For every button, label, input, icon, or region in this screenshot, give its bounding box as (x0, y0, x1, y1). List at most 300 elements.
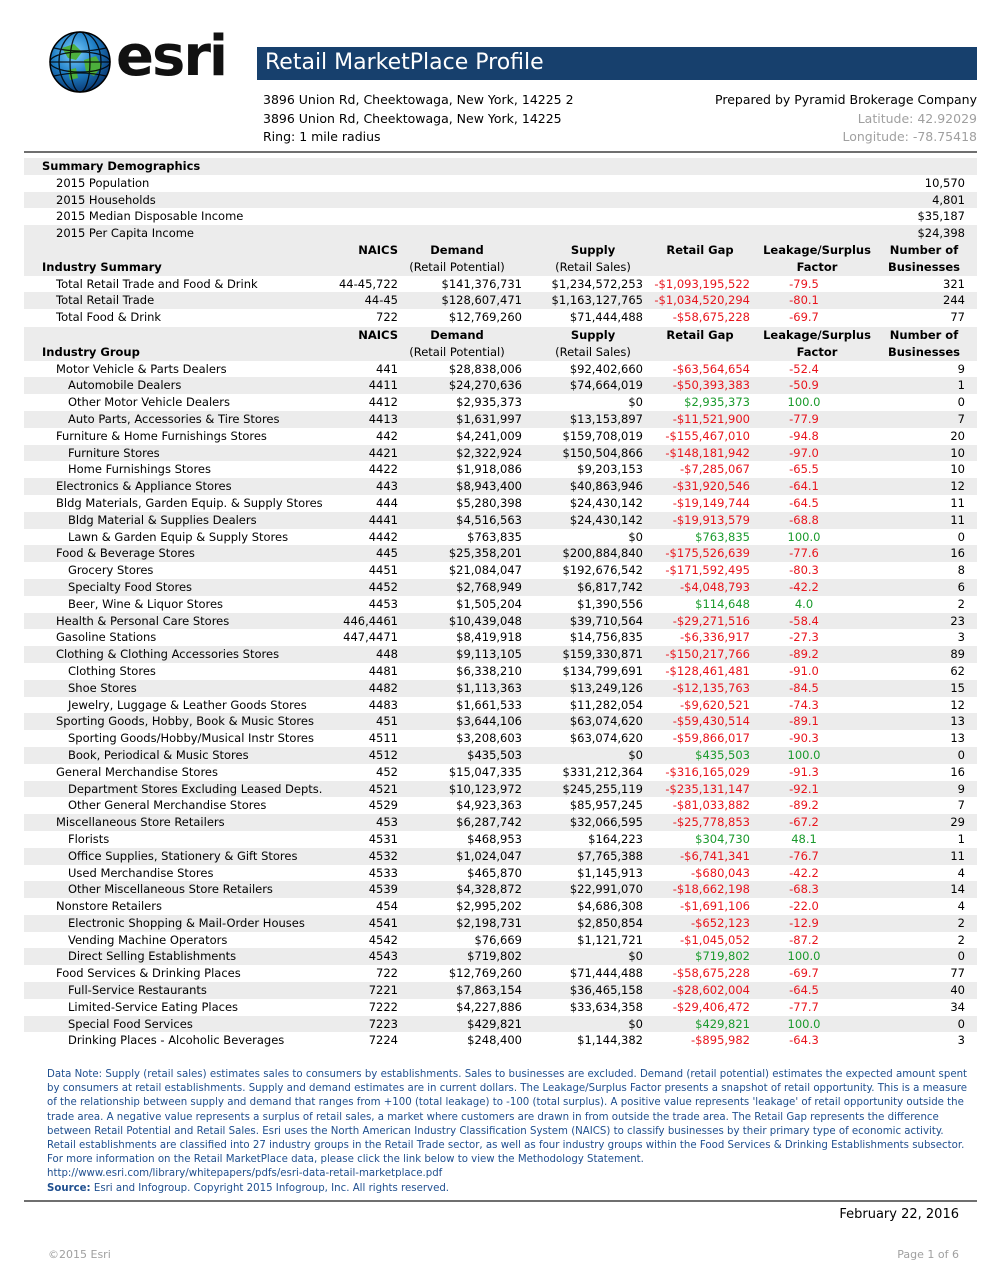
naics-cell: 722 (376, 966, 398, 981)
supply-cell: $192,676,542 (562, 563, 643, 578)
demand-cell: $429,821 (467, 1016, 522, 1031)
naics-cell: 4453 (368, 596, 398, 611)
supply-cell: $164,223 (588, 831, 643, 846)
supply-cell: $33,634,358 (569, 999, 643, 1014)
leakage-factor-cell: -97.0 (789, 445, 819, 460)
table-row (24, 881, 977, 898)
table-row (24, 965, 977, 982)
row-label: Furniture & Home Furnishings Stores (56, 428, 267, 443)
naics-cell: 4413 (368, 411, 398, 426)
nb-header-label: Number of (889, 243, 959, 257)
naics-cell: 4483 (368, 697, 398, 712)
table-row (24, 898, 977, 915)
businesses-cell: 3 (957, 630, 965, 645)
row-label: General Merchandise Stores (56, 764, 218, 779)
naics-cell: 4422 (368, 462, 398, 477)
retail-gap-cell: -$59,866,017 (672, 731, 750, 746)
supply-header (533, 242, 653, 276)
naics-cell: 4539 (368, 882, 398, 897)
supply-cell: $0 (628, 747, 643, 762)
demographic-row (24, 192, 977, 209)
nb-header-sub: Businesses (887, 259, 961, 274)
supply-cell: $92,402,660 (569, 361, 643, 376)
methodology-link[interactable]: http://www.esri.com/library/whitepapers/pdfs/esri-data-retail-marketplace.pdf (47, 1168, 443, 1180)
demographic-value: $24,398 (917, 226, 965, 241)
retail-gap-cell: -$6,741,341 (680, 848, 750, 863)
naics-cell: 4543 (368, 949, 398, 964)
retail-gap-cell: -$171,592,495 (665, 563, 750, 578)
businesses-cell: 13 (950, 731, 965, 746)
businesses-cell: 0 (957, 1016, 965, 1031)
leakage-factor-cell: -69.7 (789, 310, 819, 325)
naics-cell: 444 (376, 495, 398, 510)
leakage-factor-cell: 100.0 (787, 747, 821, 762)
table-row (24, 545, 977, 562)
naics-cell: 4412 (368, 395, 398, 410)
supply-header-sub: (Retail Sales) (555, 344, 631, 359)
source-text: Esri and Infogroup. Copyright 2015 Infogroup, Inc. All rights reserved. (90, 1183, 450, 1194)
retail-gap-cell: -$12,135,763 (672, 680, 750, 695)
businesses-cell: 77 (950, 310, 965, 325)
demand-cell: $719,802 (467, 949, 522, 964)
leakage-factor-cell: -50.9 (789, 378, 819, 393)
demographics-heading: Summary Demographics (42, 159, 201, 173)
demand-cell: $1,918,086 (456, 462, 522, 477)
demand-cell: $6,338,210 (456, 663, 522, 678)
naics-cell: 4533 (368, 865, 398, 880)
table-row (24, 697, 977, 714)
leakage-factor-cell: -27.3 (789, 630, 819, 645)
businesses-cell: 12 (950, 697, 965, 712)
supply-cell: $13,249,126 (569, 680, 643, 695)
retail-gap-cell: $429,821 (695, 1016, 750, 1031)
table-row (24, 948, 977, 965)
retail-gap-cell: -$1,691,106 (680, 899, 750, 914)
naics-cell: 4411 (368, 378, 398, 393)
naics-cell: 4441 (368, 512, 398, 527)
leakage-factor-cell: -22.0 (789, 899, 819, 914)
retail-gap-cell: -$19,913,579 (672, 512, 750, 527)
demographic-row (24, 225, 977, 242)
table-row (24, 562, 977, 579)
retail-gap-cell: -$9,620,521 (680, 697, 750, 712)
supply-cell: $36,465,158 (569, 983, 643, 998)
retail-gap-cell: -$59,430,514 (672, 714, 750, 729)
supply-cell: $1,144,382 (577, 1033, 643, 1048)
businesses-cell: 77 (950, 966, 965, 981)
demand-cell: $5,280,398 (456, 495, 522, 510)
leakage-factor-cell: -69.7 (789, 966, 819, 981)
table-row (24, 680, 977, 697)
address-line-2: 3896 Union Rd, Cheektowaga, New York, 14225 (263, 111, 562, 126)
businesses-cell: 2 (957, 915, 965, 930)
supply-cell: $24,430,142 (569, 495, 643, 510)
naics-cell: 4482 (368, 680, 398, 695)
supply-cell: $24,430,142 (569, 512, 643, 527)
table-row (24, 445, 977, 462)
demand-cell: $6,287,742 (456, 815, 522, 830)
leakage-factor-cell: -91.0 (789, 663, 819, 678)
supply-cell: $1,145,913 (577, 865, 643, 880)
demand-cell: $24,270,636 (448, 378, 522, 393)
naics-cell: 448 (376, 647, 398, 662)
retail-gap-cell: -$25,778,853 (672, 815, 750, 830)
row-label: Motor Vehicle & Parts Dealers (56, 361, 227, 376)
retail-gap-cell: -$4,048,793 (680, 579, 750, 594)
source-label: Source: (47, 1183, 91, 1194)
demand-cell: $1,024,047 (456, 848, 522, 863)
naics-cell: 4541 (368, 915, 398, 930)
table-row (24, 1032, 977, 1049)
businesses-cell: 10 (950, 445, 965, 460)
demand-cell: $763,835 (467, 529, 522, 544)
leakage-factor-cell: 100.0 (787, 1016, 821, 1031)
demand-cell: $4,227,886 (456, 999, 522, 1014)
table-row (24, 428, 977, 445)
naics-cell: 454 (376, 899, 398, 914)
businesses-cell: 4 (957, 865, 965, 880)
row-label: Specialty Food Stores (68, 579, 193, 594)
row-label: Furniture Stores (68, 445, 160, 460)
naics-cell: 446,4461 (343, 613, 398, 628)
row-label: Automobile Dealers (68, 378, 182, 393)
retail-gap-cell: $719,802 (695, 949, 750, 964)
demographic-value: 10,570 (924, 175, 965, 190)
retail-gap-cell: -$28,602,004 (672, 983, 750, 998)
naics-cell: 452 (376, 764, 398, 779)
supply-cell: $32,066,595 (569, 815, 643, 830)
demand-cell: $1,505,204 (456, 596, 522, 611)
demand-cell: $4,241,009 (456, 428, 522, 443)
longitude: Longitude: -78.75418 (842, 129, 977, 144)
demand-cell: $435,503 (467, 747, 522, 762)
demand-cell: $8,419,918 (456, 630, 522, 645)
retail-gap-cell: -$29,406,472 (672, 999, 750, 1014)
row-label: Sporting Goods, Hobby, Book & Music Stores (56, 714, 314, 729)
businesses-cell: 0 (957, 529, 965, 544)
naics-cell: 4542 (368, 932, 398, 947)
table-row (24, 814, 977, 831)
industry-group-header (24, 327, 977, 361)
businesses-cell: 0 (957, 747, 965, 762)
naics-cell: 4442 (368, 529, 398, 544)
table-row (24, 915, 977, 932)
footer-divider (24, 1200, 977, 1202)
naics-cell: 447,4471 (343, 630, 398, 645)
lf-header-sub: Factor (796, 259, 838, 274)
gap-header: Retail Gap (666, 243, 734, 257)
naics-cell: 7222 (368, 999, 398, 1014)
retail-gap-cell: -$148,181,942 (665, 445, 750, 460)
page-title: Retail MarketPlace Profile (265, 50, 544, 75)
row-label: Gasoline Stations (56, 630, 157, 645)
businesses-cell: 2 (957, 596, 965, 611)
table-row (24, 663, 977, 680)
table-row (24, 629, 977, 646)
naics-cell: 4532 (368, 848, 398, 863)
businesses-cell: 11 (950, 848, 965, 863)
table-row (24, 461, 977, 478)
demand-cell: $2,768,949 (456, 579, 522, 594)
table-row (24, 478, 977, 495)
businesses-cell: 13 (950, 714, 965, 729)
supply-cell: $7,765,388 (577, 848, 643, 863)
demand-header (392, 242, 522, 276)
businesses-cell: 62 (950, 663, 965, 678)
supply-header (533, 327, 653, 361)
industry-summary-table (24, 242, 977, 326)
demand-cell: $15,047,335 (448, 764, 522, 779)
naics-cell: 722 (376, 310, 398, 325)
businesses-cell: 11 (950, 495, 965, 510)
supply-cell: $63,074,620 (569, 714, 643, 729)
leakage-factor-cell: -76.7 (789, 848, 819, 863)
table-row (24, 781, 977, 798)
naics-cell: 7221 (368, 983, 398, 998)
naics-cell: 44-45 (364, 293, 398, 308)
businesses-cell: 4 (957, 899, 965, 914)
leakage-factor-cell: -90.3 (789, 731, 819, 746)
demand-cell: $9,113,105 (456, 647, 522, 662)
supply-cell: $0 (628, 1016, 643, 1031)
leakage-factor-cell: -91.3 (789, 764, 819, 779)
businesses-cell: 16 (950, 764, 965, 779)
leakage-factor-cell: -12.9 (789, 915, 819, 930)
leakage-factor-cell: 48.1 (791, 831, 817, 846)
row-label: Beer, Wine & Liquor Stores (68, 596, 224, 611)
naics-cell: 443 (376, 479, 398, 494)
supply-cell: $1,163,127,765 (551, 293, 643, 308)
table-row (24, 730, 977, 747)
demand-cell: $248,400 (467, 1033, 522, 1048)
businesses-cell: 1 (957, 378, 965, 393)
businesses-cell: 14 (950, 882, 965, 897)
supply-cell: $1,390,556 (577, 596, 643, 611)
businesses-cell: 7 (957, 411, 965, 426)
naics-cell: 4529 (368, 798, 398, 813)
demographic-label: 2015 Median Disposable Income (56, 209, 244, 224)
table-row (24, 932, 977, 949)
demand-header-sub: (Retail Potential) (409, 344, 505, 359)
demand-cell: $4,328,872 (456, 882, 522, 897)
row-label: Vending Machine Operators (68, 932, 228, 947)
businesses-cell: 11 (950, 512, 965, 527)
demand-header-label: Demand (430, 243, 484, 257)
supply-cell: $9,203,153 (577, 462, 643, 477)
supply-cell: $200,884,840 (562, 546, 643, 561)
supply-cell: $159,330,871 (562, 647, 643, 662)
gap-header: Retail Gap (666, 328, 734, 342)
supply-cell: $134,799,691 (562, 663, 643, 678)
demand-cell: $141,376,731 (441, 276, 522, 291)
businesses-cell: 3 (957, 1033, 965, 1048)
table-row (24, 797, 977, 814)
retail-gap-cell: -$895,982 (690, 1033, 750, 1048)
row-label: Bldg Materials, Garden Equip. & Supply Stores (56, 495, 323, 510)
row-label: Electronic Shopping & Mail-Order Houses (68, 915, 305, 930)
demand-cell: $28,838,006 (448, 361, 522, 376)
demand-cell: $2,322,924 (456, 445, 522, 460)
row-label: Total Retail Trade (56, 293, 155, 308)
supply-cell: $85,957,245 (569, 798, 643, 813)
naics-cell: 4481 (368, 663, 398, 678)
naics-cell: 7224 (368, 1033, 398, 1048)
supply-cell: $6,817,742 (577, 579, 643, 594)
table-row (24, 579, 977, 596)
leakage-factor-cell: -64.3 (789, 1033, 819, 1048)
retail-gap-cell: $435,503 (695, 747, 750, 762)
supply-cell: $331,212,364 (562, 764, 643, 779)
row-label: Bldg Material & Supplies Dealers (68, 512, 257, 527)
leakage-factor-cell: -89.2 (789, 647, 819, 662)
retail-gap-cell: -$1,093,195,522 (654, 276, 750, 291)
businesses-cell: 0 (957, 395, 965, 410)
naics-cell: 4421 (368, 445, 398, 460)
leakage-factor-cell: -79.5 (789, 276, 819, 291)
retail-gap-cell: -$29,271,516 (672, 613, 750, 628)
page-number: Page 1 of 6 (897, 1248, 959, 1261)
naics-cell: 4452 (368, 579, 398, 594)
supply-cell: $40,863,946 (569, 479, 643, 494)
demand-cell: $8,943,400 (456, 479, 522, 494)
naics-cell: 453 (376, 815, 398, 830)
supply-cell: $0 (628, 949, 643, 964)
row-label: Auto Parts, Accessories & Tire Stores (68, 411, 280, 426)
businesses-cell: 321 (943, 276, 965, 291)
row-label: Electronics & Appliance Stores (56, 479, 232, 494)
table-row (24, 309, 977, 326)
esri-logo (48, 24, 233, 94)
businesses-cell: 8 (957, 563, 965, 578)
retail-gap-cell: -$155,467,010 (665, 428, 750, 443)
nb-header-sub: Businesses (887, 344, 961, 359)
leakage-factor-cell: -42.2 (789, 865, 819, 880)
latitude: Latitude: 42.92029 (857, 111, 977, 126)
demand-cell: $4,516,563 (456, 512, 522, 527)
businesses-cell: 29 (950, 815, 965, 830)
supply-cell: $14,756,835 (569, 630, 643, 645)
supply-cell: $71,444,488 (569, 310, 643, 325)
retail-gap-cell: -$18,662,198 (672, 882, 750, 897)
row-label: Drinking Places - Alcoholic Beverages (68, 1033, 285, 1048)
supply-cell: $13,153,897 (569, 411, 643, 426)
leakage-factor-cell: -77.7 (789, 999, 819, 1014)
naics-cell: 4451 (368, 563, 398, 578)
leakage-factor-cell: 100.0 (787, 529, 821, 544)
retail-gap-cell: -$128,461,481 (665, 663, 750, 678)
table-row (24, 747, 977, 764)
naics-header: NAICS (358, 328, 398, 342)
leakage-factor-cell: -64.5 (789, 495, 819, 510)
row-label: Total Food & Drink (56, 310, 162, 325)
row-label: Florists (68, 831, 110, 846)
row-label: Miscellaneous Store Retailers (56, 815, 225, 830)
retail-gap-cell: -$6,336,917 (680, 630, 750, 645)
naics-cell: 4511 (368, 731, 398, 746)
businesses-cell: 10 (950, 462, 965, 477)
table-row (24, 1016, 977, 1033)
row-label: Other Miscellaneous Store Retailers (68, 882, 273, 897)
industry-summary-header (24, 242, 977, 276)
nb-header (879, 327, 969, 361)
leakage-factor-cell: -87.2 (789, 932, 819, 947)
address-line-1: 3896 Union Rd, Cheektowaga, New York, 14225 2 (263, 92, 574, 107)
retail-gap-cell: -$1,034,520,294 (654, 293, 750, 308)
supply-cell: $11,282,054 (569, 697, 643, 712)
retail-gap-cell: -$235,131,147 (665, 781, 750, 796)
row-label: Nonstore Retailers (56, 899, 162, 914)
leakage-factor-cell: -68.3 (789, 882, 819, 897)
supply-cell: $245,255,119 (562, 781, 643, 796)
table-row (24, 596, 977, 613)
supply-header-label: Supply (570, 328, 616, 342)
naics-cell: 442 (376, 428, 398, 443)
demand-cell: $2,198,731 (456, 915, 522, 930)
demand-cell: $1,661,533 (456, 697, 522, 712)
row-label: Home Furnishings Stores (68, 462, 211, 477)
leakage-factor-cell: -65.5 (789, 462, 819, 477)
supply-cell: $74,664,019 (569, 378, 643, 393)
naics-cell: 44-45,722 (338, 276, 398, 291)
demand-cell: $1,631,997 (456, 411, 522, 426)
table-row (24, 613, 977, 630)
industry-summary-heading: Industry Summary (42, 259, 162, 274)
supply-cell: $0 (628, 395, 643, 410)
leakage-factor-cell: -67.2 (789, 815, 819, 830)
row-label: Department Stores Excluding Leased Depts. (68, 781, 323, 796)
supply-cell: $1,121,721 (577, 932, 643, 947)
table-row (24, 394, 977, 411)
table-row (24, 292, 977, 309)
table-row (24, 276, 977, 293)
nb-header (879, 242, 969, 276)
row-label: Clothing & Clothing Accessories Stores (56, 647, 280, 662)
retail-gap-cell: $2,935,373 (684, 395, 750, 410)
title-bar (257, 47, 977, 80)
businesses-cell: 1 (957, 831, 965, 846)
leakage-factor-cell: -64.1 (789, 479, 819, 494)
retail-gap-cell: -$58,675,228 (672, 966, 750, 981)
industry-group-heading: Industry Group (42, 344, 140, 359)
row-label: Special Food Services (68, 1016, 193, 1031)
demand-cell: $10,439,048 (448, 613, 522, 628)
row-label: Jewelry, Luggage & Leather Goods Stores (68, 697, 307, 712)
lf-header (757, 242, 877, 276)
demand-cell: $2,935,373 (456, 395, 522, 410)
demand-cell: $12,769,260 (448, 310, 522, 325)
table-row (24, 831, 977, 848)
supply-header-sub: (Retail Sales) (555, 259, 631, 274)
lf-header-label: Leakage/Surplus (763, 328, 871, 342)
retail-gap-cell: -$175,526,639 (665, 546, 750, 561)
retail-gap-cell: $114,648 (695, 596, 750, 611)
retail-gap-cell: -$19,149,744 (672, 495, 750, 510)
row-label: Food Services & Drinking Places (56, 966, 241, 981)
naics-cell: 4512 (368, 747, 398, 762)
retail-gap-cell: -$63,564,654 (672, 361, 750, 376)
retail-gap-cell: -$1,045,052 (680, 932, 750, 947)
leakage-factor-cell: -77.6 (789, 546, 819, 561)
demographic-value: 4,801 (932, 192, 965, 207)
row-label: Limited-Service Eating Places (68, 999, 239, 1014)
data-note-text: Data Note: Supply (retail sales) estimates sales to consumers by establishments. Sales to businesses are excluded. Demand (retail potential) estimates the expected amount spent by consumers at retail establishments. Supply and demand estimates are in current dollars. The Leakage/Surplus Factor presents a snapshot of retail opportunity. This is a measure of the relationship between supply and demand that ranges from +100 (total leakage) to -100 (total surplus). A positive value represents 'leakage' of retail opportunity outside the trade area. A negative value represents a surplus of retail sales, a market where customers are drawn in from outside the trade area. The Retail Gap represents the difference between Retail Potential and Retail Sales. Esri uses the North American Industry Classification System (NAICS) to classify businesses by their primary type of economic activity. Retail establishments are classified into 27 industry groups in the Retail Trade sector, as well as four industry groups within the Food Services & Drinking Establishments subsector. For more information on the Retail MarketPlace data, please click the link below to view the Methodology Statement. (47, 1069, 968, 1166)
demographics-table (24, 158, 977, 242)
businesses-cell: 6 (957, 579, 965, 594)
demographic-label: 2015 Per Capita Income (56, 226, 195, 241)
ring-radius: Ring: 1 mile radius (263, 129, 381, 144)
businesses-cell: 23 (950, 613, 965, 628)
leakage-factor-cell: -84.5 (789, 680, 819, 695)
